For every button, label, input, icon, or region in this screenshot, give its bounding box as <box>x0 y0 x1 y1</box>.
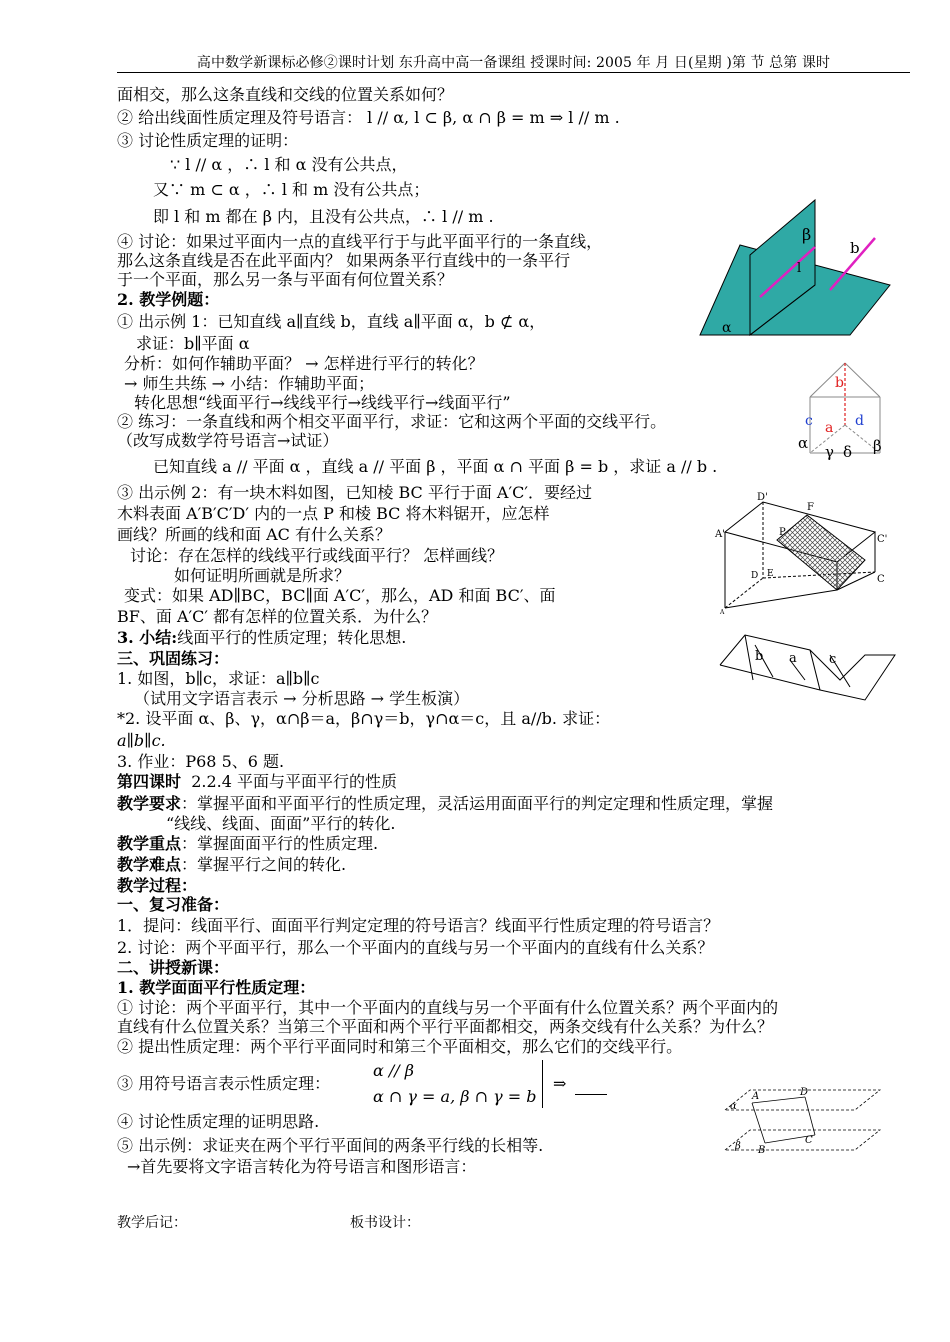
label-D-prime: D' <box>757 492 768 503</box>
label-P: P <box>779 527 786 538</box>
lesson-topic: 2.2.4 平面与平面平行的性质 <box>191 772 397 791</box>
text-line: → 师生共练 → 小结：作辅助平面； <box>124 374 375 393</box>
label-B: B <box>758 1145 766 1156</box>
text-line: ∵ l // α ，∴ l 和 α 没有公共点， <box>170 155 408 174</box>
figure-intersecting-planes <box>690 195 905 345</box>
label-a: a <box>825 420 834 436</box>
label-F: F <box>807 502 814 513</box>
implies-sign: ⇒ <box>553 1074 567 1093</box>
text-line: 转化思想“线面平行→线线平行→线线平行→线面平行” <box>134 393 511 412</box>
figure-three-lines <box>715 625 900 705</box>
text-line: （改写成数学符号语言→试证） <box>117 431 339 450</box>
text-line: 3. 作业：P68 5、6 题. <box>117 752 285 771</box>
text-line: 2. 讨论：两个平面平行，那么一个平面内的直线与另一个平面内的直线有什么关系？ <box>117 938 714 957</box>
label-D: D <box>751 571 759 581</box>
label-A: A <box>720 609 725 616</box>
text-line: a∥b∥c. <box>117 731 166 750</box>
text-line: ⑤ 出示例：求证夹在两个平行平面间的两条平行线的长相等. <box>117 1136 544 1155</box>
text-line: ③ 出示例 2：有一块木料如图，已知棱 BC 平行于面 A′C′．要经过 <box>117 483 592 502</box>
label-alpha: α <box>722 320 732 336</box>
text-line: 已知直线 a // 平面 α ，直线 a // 平面 β ，平面 α ∩ 平面 β = b ，求证 a // b . <box>153 457 718 476</box>
label-c: c <box>805 413 813 429</box>
label-bold: 3. 小结: <box>117 628 178 647</box>
section-heading: 教学过程： <box>117 876 198 895</box>
segment-DC <box>805 1097 815 1135</box>
label-bold: 教学重点 <box>117 834 182 853</box>
text-line: *2. 设平面 α、β、γ，α∩β＝a，β∩γ＝b，γ∩α＝c，且 a//b. 求证： <box>117 709 611 728</box>
section-heading: 一、复习准备： <box>117 895 230 914</box>
text-line <box>117 855 346 875</box>
label-text: ：掌握平面和平面平行的性质定理，灵活运用面面平行的判定定理和性质定理，掌握 <box>181 794 774 813</box>
answer-blank <box>575 1094 607 1095</box>
text-line: 讨论：存在怎样的线线平行或线面平行？ 怎样画线？ <box>130 546 504 565</box>
text-line: 即 l 和 m 都在 β 内，且没有公共点，∴ l // m . <box>153 207 494 226</box>
lesson-title <box>117 772 397 792</box>
text-line: 画线？所画的线和面 AC 有什么关系？ <box>117 525 391 544</box>
formula-bottom: α ∩ γ = a, β ∩ γ = b <box>373 1087 537 1106</box>
text-line: 面相交，那么这条直线和交线的位置关系如何？ <box>117 85 454 104</box>
text-line: 分析：如何作辅助平面？ → 怎样进行平行的转化？ <box>124 354 484 373</box>
label-C: C <box>877 574 885 585</box>
label-alpha: α <box>730 1101 737 1112</box>
text-line: 变式：如果 AD∥BC，BC∥面 A′C′，那么，AD 和面 BC′、面 <box>124 586 556 605</box>
formula-bracket <box>540 1060 543 1108</box>
text-line: 于一个平面，那么另一条与平面有何位置关系？ <box>117 270 454 289</box>
text-line: ② 练习：一条直线和两个相交平面平行，求证：它和这两个平面的交线平行。 <box>117 412 667 431</box>
formula-top: α // β <box>373 1061 415 1080</box>
text-line: ① 出示例 1：已知直线 a∥直线 b，直线 a∥平面 α，b ⊄ α， <box>117 312 546 331</box>
footer-board: 板书设计： <box>350 1215 420 1231</box>
plane-beta <box>725 1130 880 1150</box>
text-line: （试用文字语言表示 → 分析思路 → 学生板演） <box>134 689 470 708</box>
section-heading: 2. 教学例题： <box>117 290 220 309</box>
text-line: 如何证明所画就是所求？ <box>174 566 351 585</box>
figure-parallel-planes <box>720 1085 890 1165</box>
edge <box>745 635 753 680</box>
label-bold: 教学要求 <box>117 794 182 813</box>
label-delta: δ <box>843 443 853 461</box>
text-line: 直线有什么位置关系？当第三个平面和两个平行平面都相交，两条交线有什么关系？为什么？ <box>117 1017 774 1036</box>
text-line: 又∵ m ⊂ α ，∴ l 和 m 没有公共点； <box>153 180 430 199</box>
label-l: l <box>797 261 802 276</box>
edge <box>725 578 763 608</box>
label-A-prime: A' <box>715 529 725 540</box>
text-line: ① 讨论：两个平面平行，其中一个平面内的直线与另一个平面有什么位置关系？两个平面内的 <box>117 998 779 1017</box>
label-bold: 教学难点 <box>117 855 182 874</box>
label-gamma: γ <box>825 443 834 461</box>
label-alpha: α <box>798 434 809 452</box>
text-line <box>117 834 378 854</box>
text-line: ② 提出性质定理：两个平行平面同时和第三个平面相交，那么它们的交线平行。 <box>117 1037 683 1056</box>
label-beta: β <box>735 1141 741 1152</box>
text-line: BF、面 A′C′ 都有怎样的位置关系．为什么？ <box>117 607 438 626</box>
text-line <box>117 794 773 814</box>
section-heading: 1. 教学面面平行性质定理： <box>117 978 316 997</box>
label-A: A <box>752 1091 760 1102</box>
label-d: d <box>855 413 864 429</box>
label-D: D <box>800 1087 809 1098</box>
label-b: b <box>835 375 844 391</box>
segment-AD <box>752 1097 805 1103</box>
figure-three-planes <box>795 345 900 470</box>
text-line: ④ 讨论性质定理的证明思路. <box>117 1112 320 1131</box>
text-line: →首先要将文字语言转化为符号语言和图形语言： <box>127 1157 477 1176</box>
label-b: b <box>755 649 764 664</box>
label-text: 线面平行的性质定理；转化思想. <box>177 628 407 647</box>
label-C: C <box>805 1135 813 1146</box>
edge <box>810 650 820 690</box>
text-line <box>117 628 406 648</box>
label-E: E <box>767 569 774 579</box>
text-line: ② 给出线面性质定理及符号语言： l // α, l ⊂ β, α ∩ β = m ⇒ l // m . <box>117 108 620 127</box>
figure-wood-block <box>715 490 895 615</box>
section-heading: 三、巩固练习： <box>117 649 230 668</box>
text-line: 那么这条直线是否在此平面内？ 如果两条平行直线中的一条平行 <box>117 251 571 270</box>
label-c: c <box>829 652 837 667</box>
text-line: ③ 讨论性质定理的证明： <box>117 131 299 150</box>
edge <box>845 363 880 397</box>
label-a: a <box>789 651 797 666</box>
text-line: 1．提问：线面平行、面面平行判定定理的符号语言？线面平行性质定理的符号语言？ <box>117 916 720 935</box>
footer-notes: 教学后记： <box>117 1215 187 1231</box>
edge <box>725 590 837 608</box>
label-beta: β <box>873 437 882 455</box>
text-line: “线线、线面、面面”平行的转化. <box>166 814 396 833</box>
label-C-prime: C' <box>877 534 888 545</box>
section-heading: 二、讲授新课： <box>117 958 230 977</box>
label-text: ：掌握面面平行的性质定理. <box>181 834 379 853</box>
segment-AB <box>752 1103 765 1143</box>
lesson-number: 第四课时 <box>117 772 182 791</box>
text-line: ④ 讨论：如果过平面内一点的直线平行于与此平面平行的一条直线， <box>117 232 603 251</box>
text-line: 1. 如图，b∥c，求证：a∥b∥c <box>117 669 320 688</box>
text-line: 木料表面 A′B′C′D′ 内的一点 P 和棱 BC 将木料锯开，应怎样 <box>117 504 550 523</box>
label-text: ：掌握平行之间的转化. <box>181 855 347 874</box>
label-b: b <box>850 239 860 257</box>
page-header: 高中数学新课标必修②课时计划 东升高中高一备课组 授课时间: 2005 年 月 日(星期 )第 节 总第 课时 <box>117 52 910 73</box>
text-line: ③ 用符号语言表示性质定理： <box>117 1074 331 1093</box>
text-line: 求证：b∥平面 α <box>136 334 250 353</box>
label-beta: β <box>802 225 812 244</box>
